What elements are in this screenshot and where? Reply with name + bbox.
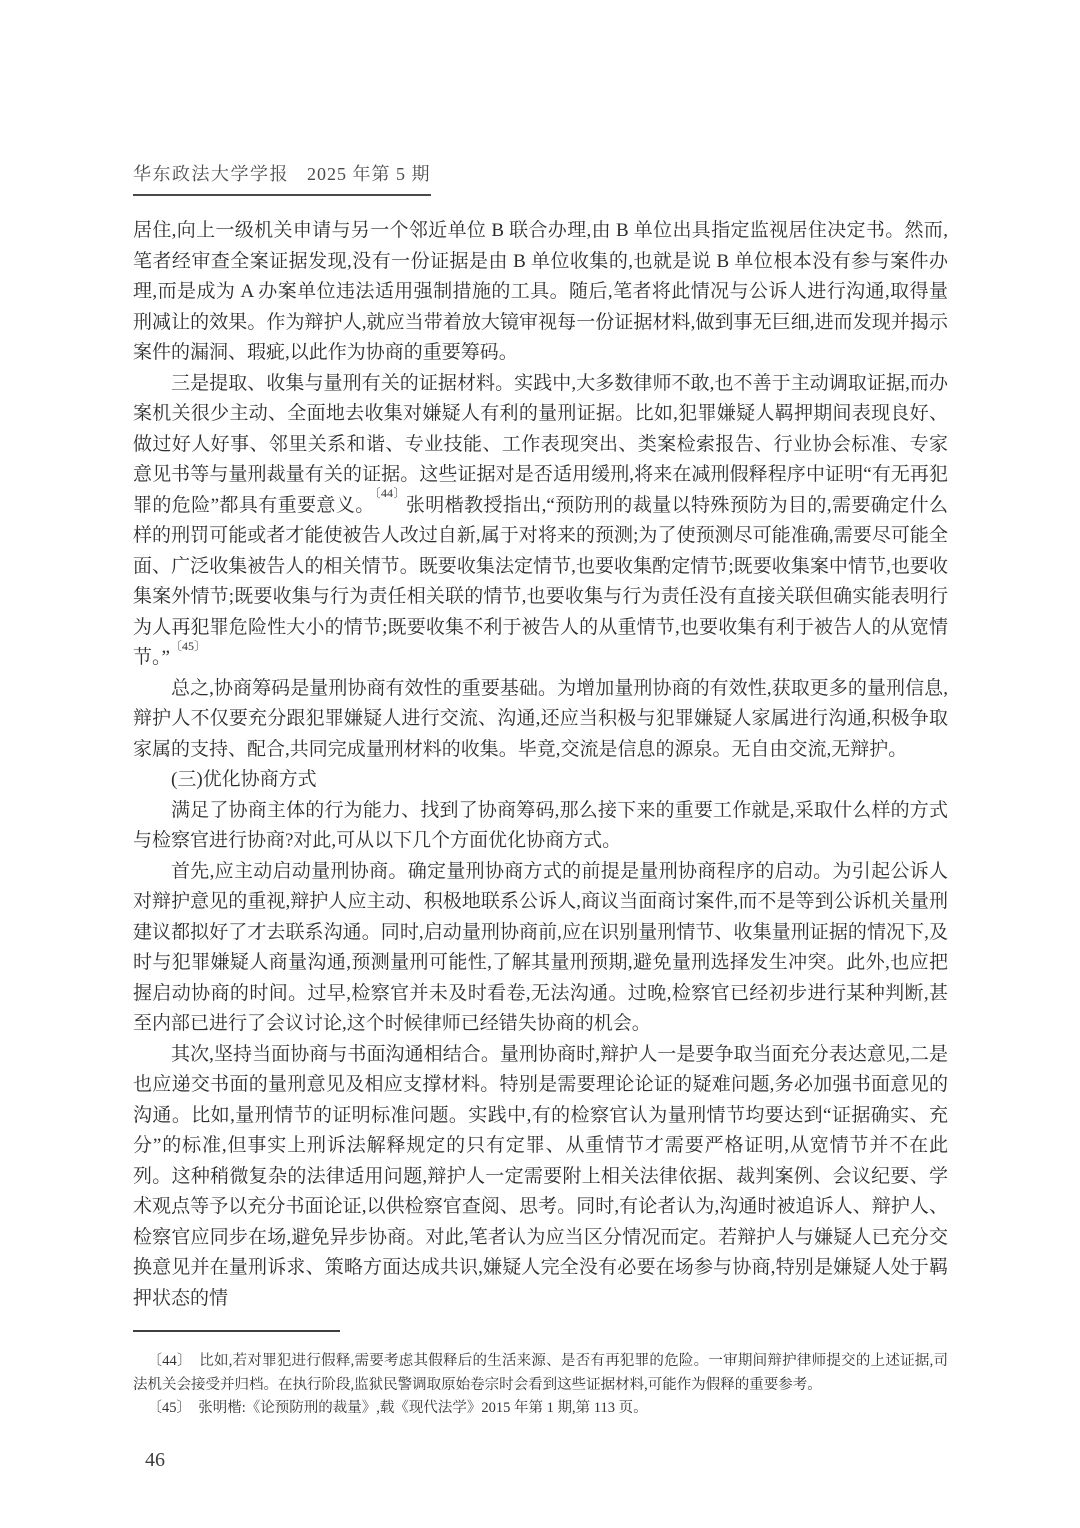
text-run: 其次,坚持当面协商与书面沟通相结合。量刑协商时,辩护人一是要争取当面充分表达意见,二是也应递交书面的量刑意见及相应支撑材料。特别是需要理论论证的疑难问题,务必加强书面意见的沟通。比如,量刑情节的证明标准问题。实践中,有的检察官认为量刑情节均要达到“证据确实、充分”的标准,但事实上刑诉法解释规定的只有定罪、从重情节才需要严格证明,从宽情节并不在此列。这种稍微复杂的法律适用问题,辩护人一定需要附上相关法律依据、裁判案例、会议纪要、学术观点等予以充分书面论证,以供检察官查阅、思考。同时,有论者认为,沟通时被追诉人、辩护人、检察官应同步在场,避免异步协商。对此,笔者认为应当区分情况而定。若辩护人与嫌疑人已充分交换意见并在量刑诉求、策略方面达成共识,嫌疑人完全没有必要在场参与协商,特别是嫌疑人处于羁押状态的情 xyxy=(133,1043,948,1309)
footnote-separator xyxy=(133,1330,340,1332)
paragraph xyxy=(133,796,948,857)
paragraph xyxy=(133,1040,948,1315)
text-run: 三是提取、收集与量刑有关的证据材料。实践中,大多数律师不敢,也不善于主动调取证据,而办案机关很少主动、全面地去收集对嫌疑人有利的量刑证据。比如,犯罪嫌疑人羁押期间表现良好、做过好人好事、邻里关系和谐、专业技能、工作表现突出、类案检索报告、行业协会标准、专家意见书等与量刑裁量有关的证据。这些证据对是否适用缓刑,将来在减刑假释程序中证明“有无再犯罪的危险”都具有重要意义。 xyxy=(133,372,948,516)
paragraph xyxy=(133,216,948,369)
text-run: 张明楷教授指出,“预防刑的裁量以特殊预防为目的,需要确定什么样的刑罚可能或者才能使被告人改过自新,属于对将来的预测;为了使预测尽可能准确,需要尽可能全面、广泛收集被告人的相关情节。既要收集法定情节,也要收集酌定情节;既要收集案中情节,也要收集案外情节;既要收集与行为责任相关联的情节,也要收集与行为责任没有直接关联但确实能表明行为人再犯罪危险性大小的情节;既要收集不利于被告人的从重情节,也要收集有利于被告人的从宽情节。” xyxy=(133,494,948,668)
journal-issue: 2025 年第 5 期 xyxy=(307,164,431,184)
footnote-ref: 〔44〕 xyxy=(374,486,406,501)
page-number: 46 xyxy=(145,1448,165,1471)
article-body xyxy=(133,216,948,1314)
paragraph xyxy=(133,857,948,1040)
section-heading xyxy=(133,765,948,796)
text-run: 满足了协商主体的行为能力、找到了协商筹码,那么接下来的重要工作就是,采取什么样的方式与检察官进行协商?对此,可从以下几个方面优化协商方式。 xyxy=(133,799,948,851)
footnote-ref: 〔45〕 xyxy=(169,638,206,653)
text-run: 居住,向上一级机关申请与另一个邻近单位 B 联合办理,由 B 单位出具指定监视居住决定书。然而,笔者经审查全案证据发现,没有一份证据是由 B 单位收集的,也就是说 B 单位根本没有参与案件办理,而是成为 A 办案单位违法适用强制措施的工具。随后,笔者将此情况与公诉人进行沟通,取得量刑减让的效果。作为辩护人,就应当带着放大镜审视每一份证据材料,做到事无巨细,进而发现并揭示案件的漏洞、瑕疵,以此作为协商的重要筹码。 xyxy=(133,220,948,363)
footnote: 〔45〕 张明楷:《论预防刑的裁量》,载《现代法学》2015 年第 1 期,第 113 页。 xyxy=(147,1400,648,1416)
text-run: 总之,协商筹码是量刑协商有效性的重要基础。为增加量刑协商的有效性,获取更多的量刑信息,辩护人不仅要充分跟犯罪嫌疑人进行交流、沟通,还应当积极与犯罪嫌疑人家属进行沟通,积极争取家属的支持、配合,共同完成量刑材料的收集。毕竟,交流是信息的源泉。无自由交流,无辩护。 xyxy=(133,677,948,760)
text-run: (三)优化协商方式 xyxy=(171,769,317,790)
footnote: 〔44〕 比如,若对罪犯进行假释,需要考虑其假释后的生活来源、是否有再犯罪的危险。一审期间辩护律师提交的上述证据,司法机关会接受并归档。在执行阶段,监狱民警调取原始卷宗时会看到这些证据材料,可能作为假释的重要参考。 xyxy=(133,1353,948,1393)
paragraph xyxy=(133,369,948,674)
journal-title: 华东政法大学学报 xyxy=(133,164,289,184)
running-header xyxy=(133,160,431,196)
paragraph xyxy=(133,674,948,766)
footnotes xyxy=(133,1350,948,1421)
text-run: 首先,应主动启动量刑协商。确定量刑协商方式的前提是量刑协商程序的启动。为引起公诉人对辩护意见的重视,辩护人应主动、积极地联系公诉人,商议当面商讨案件,而不是等到公诉机关量刑建议都拟好了才去联系沟通。同时,启动量刑协商前,应在识别量刑情节、收集量刑证据的情况下,及时与犯罪嫌疑人商量沟通,预测量刑可能性,了解其量刑预期,避免量刑选择发生冲突。此外,也应把握启动协商的时间。过早,检察官并未及时看卷,无法沟通。过晚,检察官已经初步进行某种判断,甚至内部已进行了会议讨论,这个时候律师已经错失协商的机会。 xyxy=(133,860,948,1034)
